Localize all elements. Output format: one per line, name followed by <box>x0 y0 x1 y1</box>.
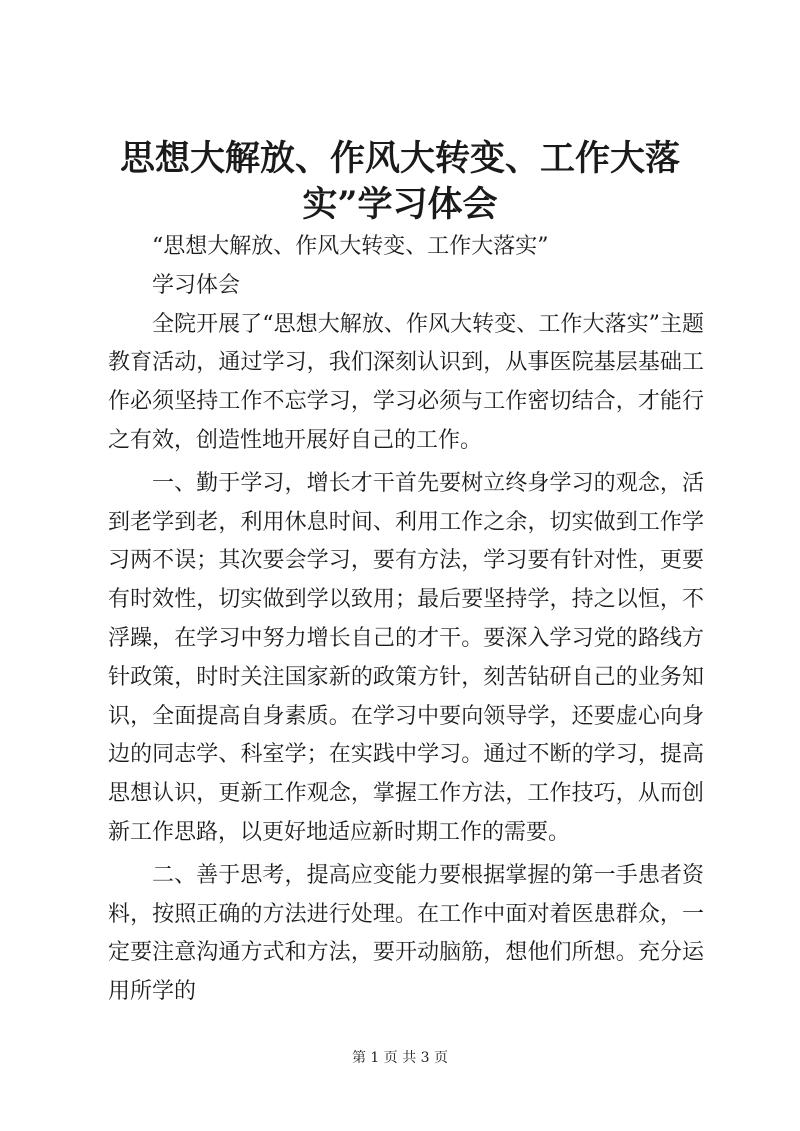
body-paragraph: 全院开展了“思想大解放、作风大转变、工作大落实”主题教育活动，通过学习，我们深刻认识到，从事医院基层基础工作必须坚持工作不忘学习，学习必须与工作密切结合，才能行之有效，创造性地开展好自己的工作。 <box>108 311 704 453</box>
subtitle-line: “思想大解放、作风大转变、工作大落实” <box>152 234 549 259</box>
document-body <box>108 228 704 1012</box>
page-footer: 第 1 页 共 3 页 <box>351 1050 449 1066</box>
body-paragraph: 一、勤于学习，增长才干首先要树立终身学习的观念，活到老学到老，利用休息时间、利用工作之余，切实做到工作学习两不误；其次要会学习，要有方法，学习要有针对性，更要有时效性，切实做到学以致用；最后要坚持学，持之以恒，不浮躁，在学习中努力增长自己的才干。要深入学习党的路线方针政策，时时关注国家新的政策方针，刻苦钻研自己的业务知识，全面提高自身素质。在学习中要向领导学，还要虚心向身边的同志学、科室学；在实践中学习。通过不断的学习，提高思想认识，更新工作观念，掌握工作方法，工作技巧，从而创新工作思路，以更好地适应新时期工作的需要。 <box>108 470 704 845</box>
subtitle-line: 学习体会 <box>152 272 241 298</box>
body-paragraph: 二、善于思考，提高应变能力要根据掌握的第一手患者资料，按照正确的方法进行处理。在工作中面对着医患群众，一定要注意沟通方式和方法，要开动脑筋，想他们所想。充分运用所学的 <box>108 862 704 1005</box>
document-title: 思想大解放、作风大转变、工作大落实”学习体会 <box>119 138 680 225</box>
